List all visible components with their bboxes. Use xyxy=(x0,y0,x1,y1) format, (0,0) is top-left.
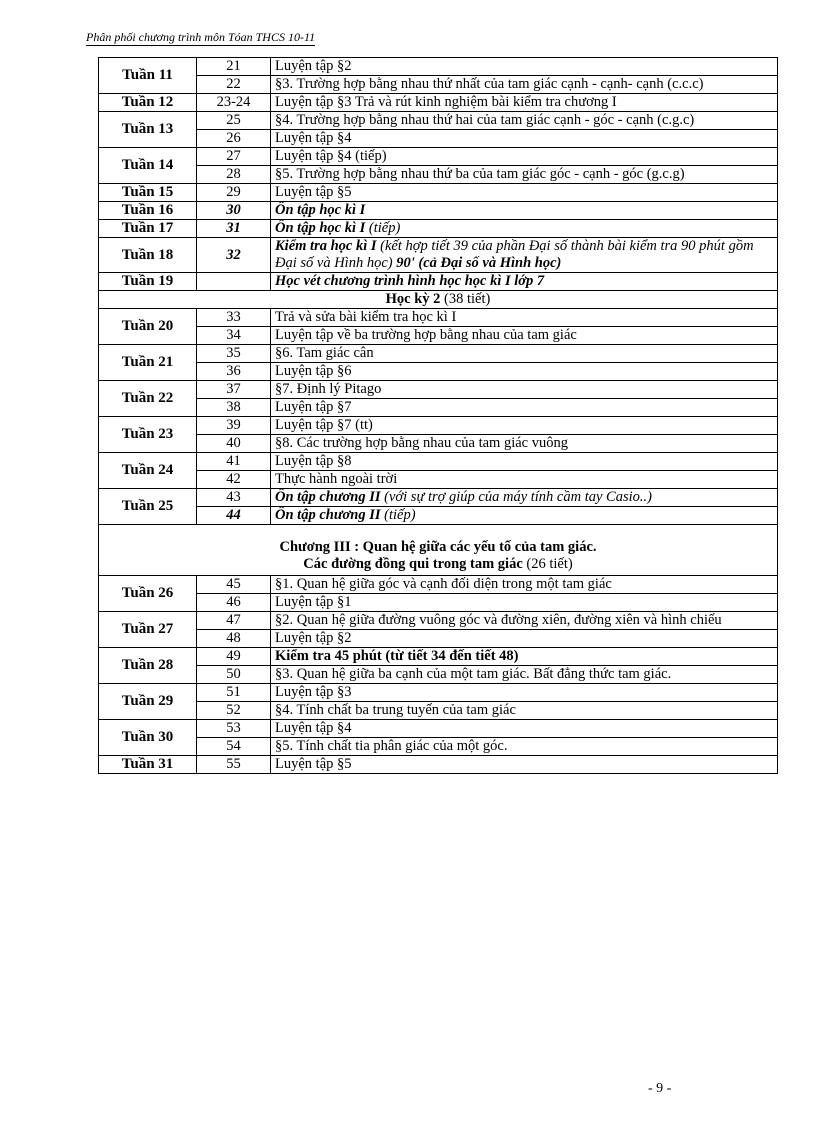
week-cell: Tuần 25 xyxy=(99,489,197,525)
lesson-title: §8. Các trường hợp bằng nhau của tam giác vuông xyxy=(275,435,568,451)
lesson-content-cell xyxy=(271,471,778,489)
lesson-title: Luyện tập §4 xyxy=(275,720,352,736)
table-row xyxy=(99,594,778,612)
table-row xyxy=(99,202,778,220)
lesson-number-cell: 25 xyxy=(197,112,271,130)
lesson-number-cell: 26 xyxy=(197,130,271,148)
lesson-number-cell: 22 xyxy=(197,76,271,94)
semester-periods: (38 tiết) xyxy=(440,291,491,307)
lesson-content-cell xyxy=(271,666,778,684)
lesson-number-cell: 30 xyxy=(197,202,271,220)
table-row xyxy=(99,363,778,381)
lesson-number-cell: 42 xyxy=(197,471,271,489)
table-row xyxy=(99,309,778,327)
table-row xyxy=(99,94,778,112)
lesson-title: §5. Trường hợp bằng nhau thứ ba của tam giác góc - cạnh - góc (g.c.g) xyxy=(275,166,685,182)
lesson-title: Ôn tập chương II xyxy=(275,507,381,523)
lesson-number-cell: 45 xyxy=(197,576,271,594)
lesson-title: Luyện tập §5 xyxy=(275,756,352,772)
lesson-title: Trả và sửa bài kiểm tra học kì I xyxy=(275,309,457,325)
lesson-content-cell xyxy=(271,756,778,774)
lesson-number-cell: 51 xyxy=(197,684,271,702)
lesson-number-cell xyxy=(197,273,271,291)
week-cell: Tuần 19 xyxy=(99,273,197,291)
chapter-heading xyxy=(99,525,778,576)
table-row xyxy=(99,166,778,184)
lesson-note: (tiếp) xyxy=(380,507,416,523)
lesson-title: Luyện tập §8 xyxy=(275,453,352,469)
lesson-number-cell: 37 xyxy=(197,381,271,399)
week-cell: Tuần 27 xyxy=(99,612,197,648)
lesson-title: Luyện tập §3 xyxy=(275,684,352,700)
lesson-number-cell: 29 xyxy=(197,184,271,202)
lesson-number-cell: 52 xyxy=(197,702,271,720)
lesson-content-cell xyxy=(271,435,778,453)
lesson-number-cell: 36 xyxy=(197,363,271,381)
lesson-title: §2. Quan hệ giữa đường vuông góc và đường xiên, đường xiên và hình chiếu xyxy=(275,612,722,628)
week-cell: Tuần 21 xyxy=(99,345,197,381)
table-row xyxy=(99,720,778,738)
lesson-content-cell xyxy=(271,76,778,94)
page-number: - 9 - xyxy=(648,1081,672,1096)
lesson-number-cell: 55 xyxy=(197,756,271,774)
lesson-content-cell xyxy=(271,612,778,630)
table-row xyxy=(99,399,778,417)
lesson-content-cell xyxy=(271,702,778,720)
lesson-number-cell: 23-24 xyxy=(197,94,271,112)
lesson-content-cell xyxy=(271,273,778,291)
lesson-content-cell xyxy=(271,94,778,112)
lesson-content-cell xyxy=(271,238,778,273)
lesson-number-cell: 50 xyxy=(197,666,271,684)
chapter-title-text: Các đường đồng qui trong tam giác xyxy=(303,556,523,572)
lesson-title: Kiểm tra 45 phút (từ tiết 34 đến tiết 48) xyxy=(275,648,519,664)
lesson-title: Kiểm tra học kì I xyxy=(275,238,377,254)
table-row xyxy=(99,345,778,363)
table-row xyxy=(99,630,778,648)
table-row xyxy=(99,381,778,399)
table-row xyxy=(99,184,778,202)
lesson-title: Luyện tập §7 xyxy=(275,399,352,415)
table-row xyxy=(99,738,778,756)
week-cell: Tuần 30 xyxy=(99,720,197,756)
week-cell: Tuần 17 xyxy=(99,220,197,238)
table-row xyxy=(99,417,778,435)
week-cell: Tuần 11 xyxy=(99,58,197,94)
lesson-title: Ôn tập học kì I xyxy=(275,220,366,236)
lesson-number-cell: 46 xyxy=(197,594,271,612)
table-row xyxy=(99,76,778,94)
lesson-content-cell xyxy=(271,720,778,738)
week-cell: Tuần 15 xyxy=(99,184,197,202)
lesson-number-cell: 31 xyxy=(197,220,271,238)
table-row xyxy=(99,58,778,76)
week-cell: Tuần 29 xyxy=(99,684,197,720)
table-row xyxy=(99,220,778,238)
lesson-title: Ôn tập chương II xyxy=(275,489,381,505)
lesson-content-cell xyxy=(271,684,778,702)
lesson-number-cell: 39 xyxy=(197,417,271,435)
table-row xyxy=(99,435,778,453)
lesson-content-cell xyxy=(271,309,778,327)
lesson-content-cell xyxy=(271,327,778,345)
lesson-number-cell: 40 xyxy=(197,435,271,453)
lesson-content-cell xyxy=(271,148,778,166)
lesson-title: Luyện tập §7 (tt) xyxy=(275,417,373,433)
table-row xyxy=(99,130,778,148)
lesson-title: Ôn tập học kì I xyxy=(275,202,366,218)
lesson-title: §1. Quan hệ giữa góc và cạnh đối diện trong một tam giác xyxy=(275,576,612,592)
table-row xyxy=(99,684,778,702)
lesson-number-cell: 32 xyxy=(197,238,271,273)
lesson-title: Luyện tập §1 xyxy=(275,594,352,610)
lesson-title: §5. Tính chất tia phân giác của một góc. xyxy=(275,738,508,754)
week-cell: Tuần 18 xyxy=(99,238,197,273)
lesson-note: (tiếp) xyxy=(365,220,401,236)
lesson-number-cell: 48 xyxy=(197,630,271,648)
lesson-title: Học vét chương trình hình học học kì I lớp 7 xyxy=(275,273,545,289)
table-row xyxy=(99,327,778,345)
table-row xyxy=(99,489,778,507)
chapter-periods: (26 tiết) xyxy=(522,556,573,572)
semester-heading xyxy=(99,291,778,309)
table-row xyxy=(99,148,778,166)
lesson-title: Luyện tập §4 xyxy=(275,130,352,146)
table-row xyxy=(99,238,778,273)
lesson-title: Luyện tập §5 xyxy=(275,184,352,200)
chapter-title-line2 xyxy=(105,556,771,573)
week-cell: Tuần 28 xyxy=(99,648,197,684)
lesson-content-cell xyxy=(271,363,778,381)
lesson-number-cell: 28 xyxy=(197,166,271,184)
lesson-content-cell xyxy=(271,220,778,238)
chapter-row xyxy=(99,525,778,576)
lesson-content-cell xyxy=(271,507,778,525)
schedule-table xyxy=(98,57,778,774)
lesson-content-cell xyxy=(271,184,778,202)
lesson-content-cell xyxy=(271,630,778,648)
lesson-number-cell: 34 xyxy=(197,327,271,345)
lesson-number-cell: 33 xyxy=(197,309,271,327)
lesson-number-cell: 44 xyxy=(197,507,271,525)
table-row xyxy=(99,273,778,291)
semester-row xyxy=(99,291,778,309)
lesson-number-cell: 27 xyxy=(197,148,271,166)
table-row xyxy=(99,666,778,684)
lesson-content-cell xyxy=(271,112,778,130)
lesson-content-cell xyxy=(271,58,778,76)
lesson-number-cell: 41 xyxy=(197,453,271,471)
lesson-title: Luyện tập §2 xyxy=(275,58,352,74)
lesson-number-cell: 47 xyxy=(197,612,271,630)
lesson-title: Luyện tập §3 Trả và rút kinh nghiệm bài kiểm tra chương I xyxy=(275,94,617,110)
table-row xyxy=(99,453,778,471)
week-cell: Tuần 26 xyxy=(99,576,197,612)
lesson-number-cell: 49 xyxy=(197,648,271,666)
lesson-content-cell xyxy=(271,381,778,399)
lesson-content-cell xyxy=(271,202,778,220)
lesson-note: (với sự trợ giúp của máy tính cầm tay Casio..) xyxy=(380,489,652,505)
lesson-note: (kết hợp tiết 39 của phần Đại số thành bài kiểm tra 90 phút gồm Đại số và Hình học) xyxy=(275,238,754,271)
lesson-title: Luyện tập §6 xyxy=(275,363,352,379)
table-row xyxy=(99,576,778,594)
lesson-title: §3. Trường hợp bằng nhau thứ nhất của tam giác cạnh - cạnh- cạnh (c.c.c) xyxy=(275,76,704,92)
lesson-title: Thực hành ngoài trời xyxy=(275,471,398,487)
table-row xyxy=(99,702,778,720)
lesson-content-cell xyxy=(271,576,778,594)
table-row xyxy=(99,612,778,630)
lesson-content-cell xyxy=(271,594,778,612)
week-cell: Tuần 24 xyxy=(99,453,197,489)
week-cell: Tuần 31 xyxy=(99,756,197,774)
lesson-title: Luyện tập §2 xyxy=(275,630,352,646)
week-cell: Tuần 12 xyxy=(99,94,197,112)
table-row xyxy=(99,507,778,525)
lesson-note: 90' (cả Đại số và Hình học) xyxy=(392,255,562,271)
lesson-title: §7. Định lý Pitago xyxy=(275,381,382,397)
lesson-content-cell xyxy=(271,453,778,471)
lesson-content-cell xyxy=(271,417,778,435)
lesson-content-cell xyxy=(271,345,778,363)
lesson-title: §6. Tam giác cân xyxy=(275,345,374,361)
lesson-number-cell: 35 xyxy=(197,345,271,363)
lesson-content-cell xyxy=(271,489,778,507)
lesson-number-cell: 53 xyxy=(197,720,271,738)
lesson-content-cell xyxy=(271,648,778,666)
semester-title: Học kỳ 2 xyxy=(385,291,441,307)
lesson-number-cell: 38 xyxy=(197,399,271,417)
lesson-number-cell: 43 xyxy=(197,489,271,507)
table-row xyxy=(99,471,778,489)
lesson-title: Luyện tập §4 (tiếp) xyxy=(275,148,387,164)
lesson-number-cell: 54 xyxy=(197,738,271,756)
week-cell: Tuần 14 xyxy=(99,148,197,184)
week-cell: Tuần 23 xyxy=(99,417,197,453)
page-header: Phân phối chương trình môn Tóan THCS 10-11 xyxy=(86,30,316,44)
lesson-title: Luyện tập về ba trường hợp bằng nhau của tam giác xyxy=(275,327,577,343)
week-cell: Tuần 22 xyxy=(99,381,197,417)
lesson-content-cell xyxy=(271,166,778,184)
table-row xyxy=(99,112,778,130)
lesson-number-cell: 21 xyxy=(197,58,271,76)
table-row xyxy=(99,648,778,666)
chapter-title-line1: Chương III : Quan hệ giữa các yếu tố của tam giác. xyxy=(279,539,597,555)
lesson-title: §3. Quan hệ giữa ba cạnh của một tam giác. Bất đẳng thức tam giác. xyxy=(275,666,672,682)
week-cell: Tuần 16 xyxy=(99,202,197,220)
lesson-title: §4. Tính chất ba trung tuyến của tam giác xyxy=(275,702,516,718)
lesson-content-cell xyxy=(271,130,778,148)
table-row xyxy=(99,756,778,774)
lesson-content-cell xyxy=(271,399,778,417)
lesson-content-cell xyxy=(271,738,778,756)
week-cell: Tuần 13 xyxy=(99,112,197,148)
lesson-title: §4. Trường hợp bằng nhau thứ hai của tam giác cạnh - góc - cạnh (c.g.c) xyxy=(275,112,695,128)
week-cell: Tuần 20 xyxy=(99,309,197,345)
